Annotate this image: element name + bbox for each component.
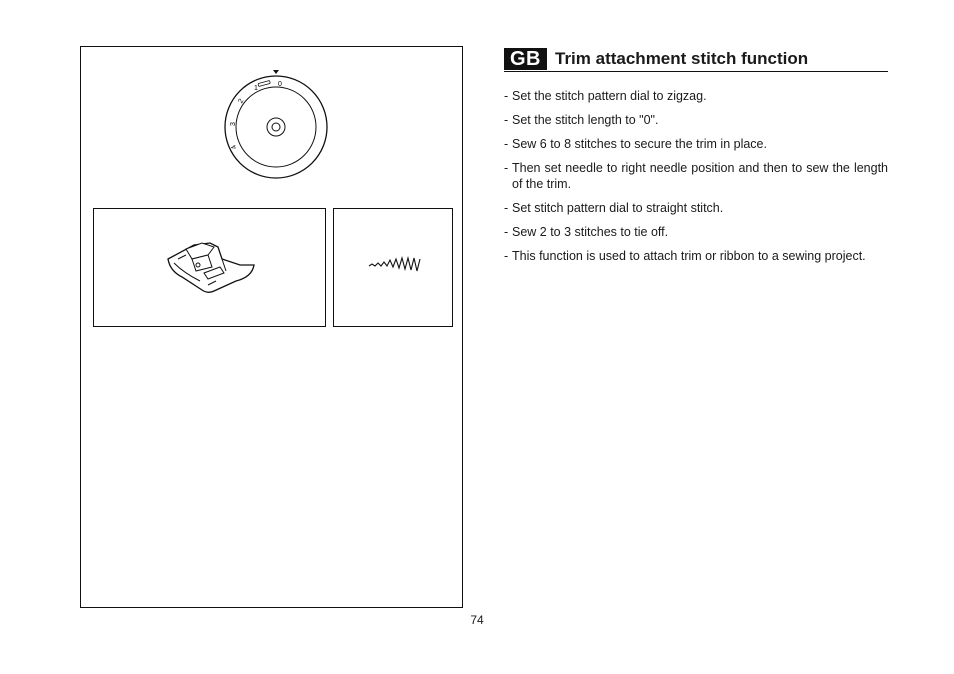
instruction-text: This function is used to attach trim or ribbon to a sewing project. xyxy=(512,249,866,263)
instruction-item xyxy=(504,248,888,264)
bullet-dash: - xyxy=(504,161,509,175)
bullet-dash: - xyxy=(504,201,509,215)
dial-mark-1: 1 xyxy=(254,85,258,92)
stitch-length-dial-icon xyxy=(221,69,331,179)
instruction-item xyxy=(504,112,888,128)
page-number: 74 xyxy=(470,613,484,627)
instruction-text: Then set needle to right needle position and then to sew the length of the trim. xyxy=(512,161,888,191)
bullet-dash: - xyxy=(504,89,509,103)
bullet-dash: - xyxy=(504,137,509,151)
page-title: Trim attachment stitch function xyxy=(555,49,809,68)
dial-mark-3: 3 xyxy=(230,122,237,126)
dial-mark-2: 2 xyxy=(237,97,246,105)
instruction-item xyxy=(504,88,888,104)
instruction-list xyxy=(504,88,888,272)
instruction-text: Set stitch pattern dial to straight stitch. xyxy=(512,201,724,215)
instruction-item xyxy=(504,200,888,216)
section-header xyxy=(504,47,888,72)
instruction-text: Set the stitch length to "0". xyxy=(512,113,659,127)
dial-mark-0: 0 xyxy=(278,81,282,88)
bullet-dash: - xyxy=(504,113,509,127)
instruction-item xyxy=(504,224,888,240)
language-badge: GB xyxy=(504,48,547,70)
presser-foot-box xyxy=(93,208,326,327)
instruction-text: Sew 6 to 8 stitches to secure the trim in place. xyxy=(512,137,767,151)
instruction-item xyxy=(504,160,888,192)
stitch-sample-box xyxy=(333,208,453,327)
instruction-text: Sew 2 to 3 stitches to tie off. xyxy=(512,225,669,239)
dial-mark-4: 4 xyxy=(230,143,239,151)
presser-foot-icon xyxy=(164,237,259,299)
bullet-dash: - xyxy=(504,225,509,239)
instruction-text: Set the stitch pattern dial to zigzag. xyxy=(512,89,707,103)
zigzag-stitch-icon xyxy=(368,253,422,279)
instruction-item xyxy=(504,136,888,152)
illustration-panel xyxy=(80,46,463,608)
bullet-dash: - xyxy=(504,249,509,263)
